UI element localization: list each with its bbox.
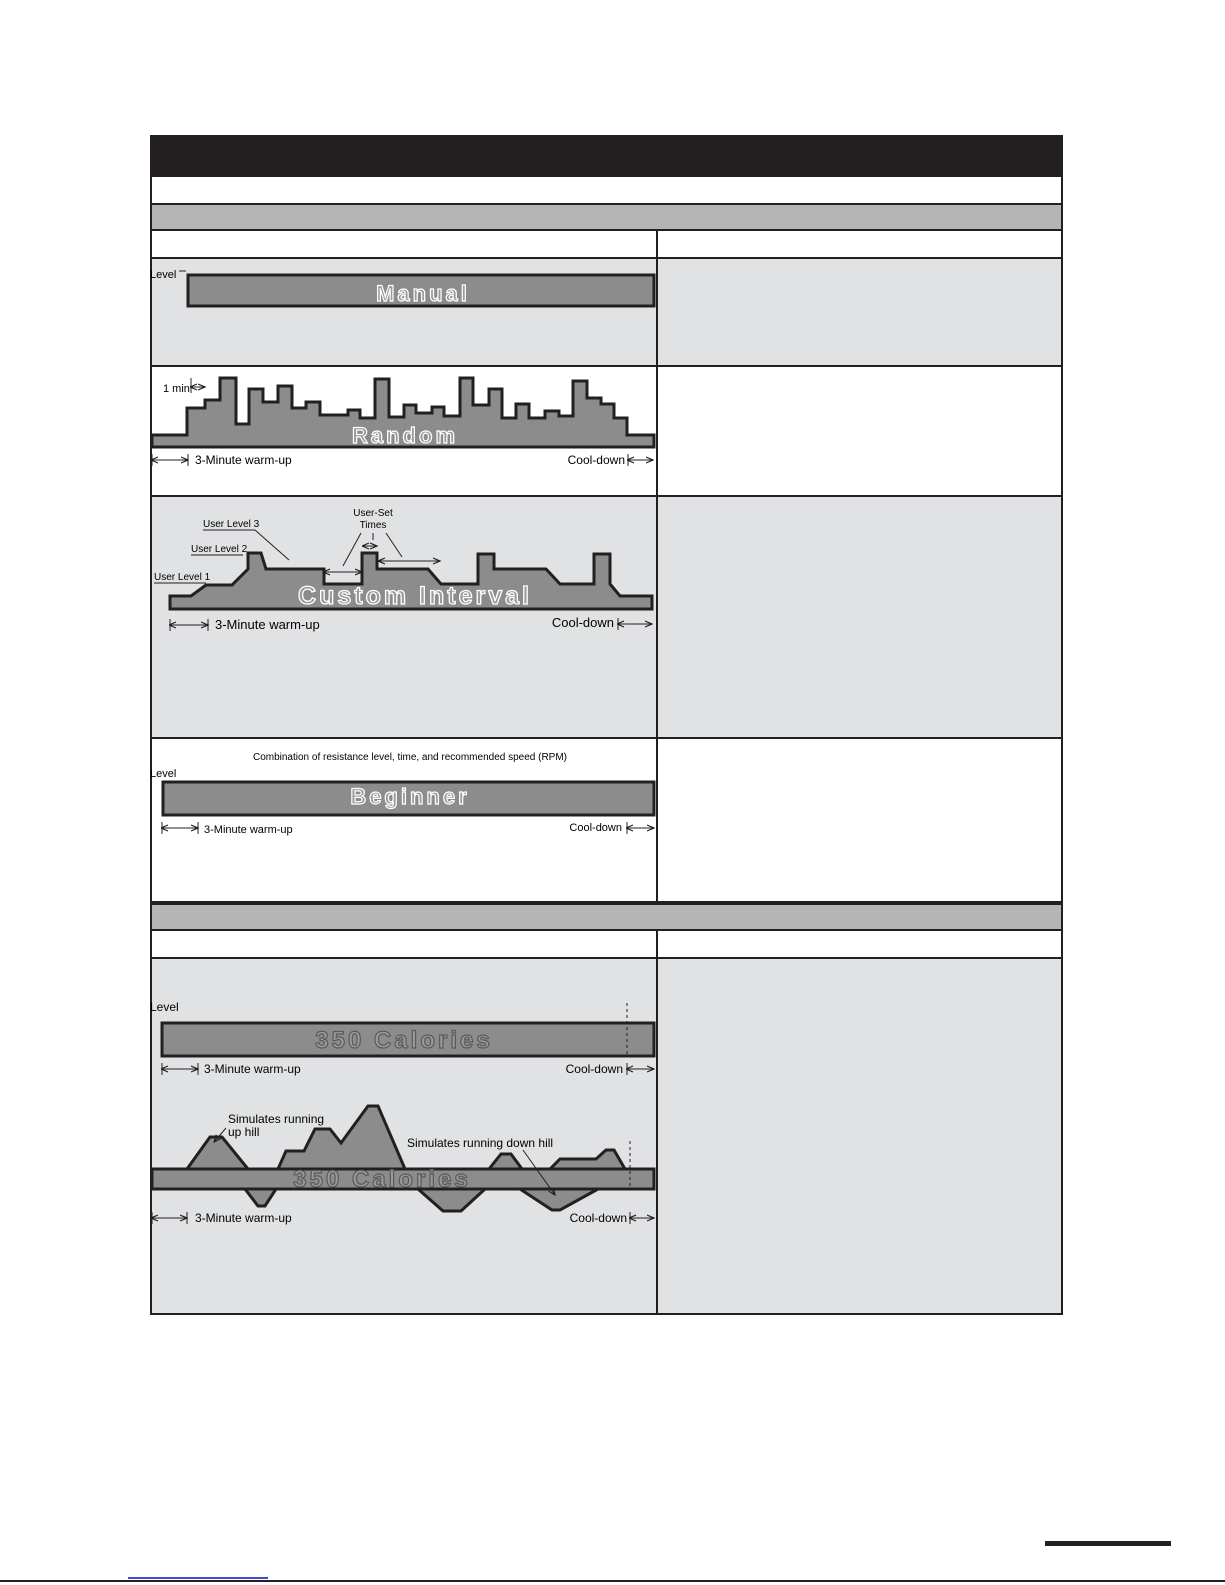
cooldown-label: Cool-down <box>569 822 622 834</box>
user-level-3-label: User Level 3 <box>203 519 260 530</box>
user-level-1-label: User Level 1 <box>154 572 211 583</box>
cooldown-label: Cool-down <box>551 615 614 630</box>
calories-hill-profile <box>152 1106 654 1225</box>
downhill-label: Simulates running down hill <box>407 1136 554 1150</box>
warmup-label: 3-Minute warm-up <box>204 824 293 836</box>
page-number-bar <box>1045 1541 1171 1546</box>
uphill-label-2: up hill <box>228 1125 260 1139</box>
random-program-name: Random <box>352 423 458 448</box>
cooldown-label: Cool-down <box>565 1062 623 1076</box>
warmup-label: 3-Minute warm-up <box>195 453 292 467</box>
warmup-label: 3-Minute warm-up <box>204 1062 301 1076</box>
calories-flat-program-name: 350 Calories <box>315 1027 493 1054</box>
beginner-profile <box>150 752 654 836</box>
calories-flat-profile <box>150 1000 654 1076</box>
beginner-program-name: Beginner <box>350 784 470 809</box>
random-profile <box>152 378 654 467</box>
user-level-2-label: User Level 2 <box>191 544 248 555</box>
custom-interval-profile <box>154 508 652 632</box>
footer-link-underline[interactable] <box>128 1577 268 1579</box>
user-set-times-label: User-Set <box>353 508 393 519</box>
uphill-label: Simulates running <box>228 1112 325 1126</box>
custom-interval-program-name: Custom Interval <box>298 582 532 610</box>
user-set-times-label-2: Times <box>359 520 387 531</box>
calories-hill-program-name: 350 Calories <box>293 1166 471 1193</box>
manual-profile <box>150 269 654 306</box>
level-axis-label: Level <box>150 269 177 281</box>
warmup-label: 3-Minute warm-up <box>215 617 320 632</box>
beginner-caption: Combination of resistance level, time, and recommended speed (RPM) <box>252 752 568 763</box>
manual-program-name: Manual <box>376 281 470 306</box>
warmup-label: 3-Minute warm-up <box>195 1211 292 1225</box>
footer-rule <box>0 1580 1225 1582</box>
cooldown-label: Cool-down <box>569 1211 627 1225</box>
interval-label: 1 min <box>163 383 190 395</box>
level-axis-label: Level <box>150 1000 179 1014</box>
cooldown-label: Cool-down <box>567 453 625 467</box>
level-axis-label: Level <box>150 768 177 780</box>
